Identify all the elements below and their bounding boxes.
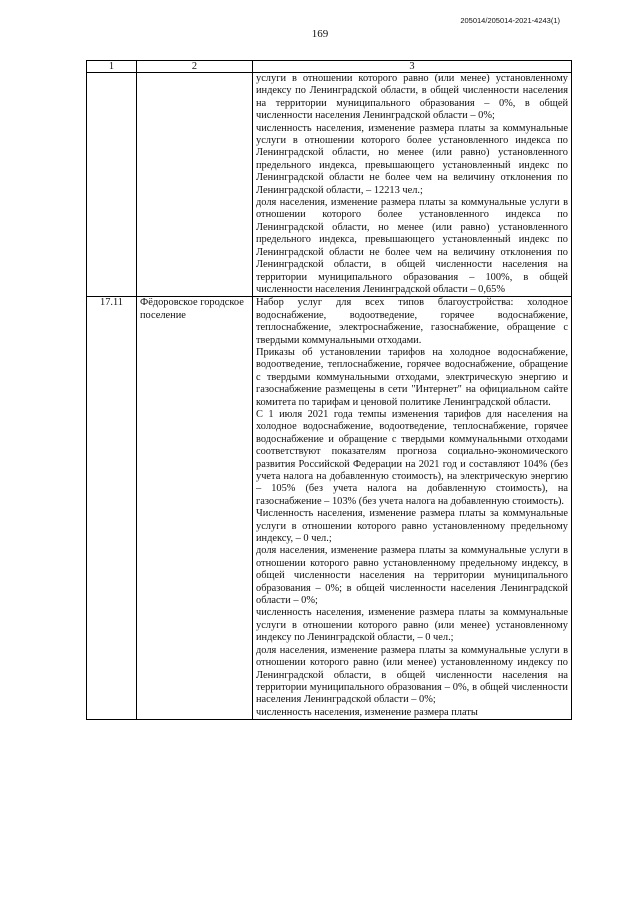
column-header-1: 1 bbox=[87, 61, 137, 73]
municipality-name-cell bbox=[137, 73, 253, 297]
table-row-17-11 bbox=[87, 297, 572, 720]
paragraph: доля населения, изменение размера платы за коммунальные услуги в отношении которого равно установленному предельному индексу, в общей численности населения на территории муниципального образования – 0%; в общей численности населения Ленинградской области – 0%; bbox=[256, 545, 568, 607]
row-number-cell: 17.11 bbox=[87, 297, 137, 720]
paragraph: численность населения, изменение размера платы за коммунальные услуги в отношении которого более установленного индекса по Ленинградской области, но менее (или равно) установленного предельного индекса, превышающего установленный индекс по Ленинградской области не более чем на величину отклонения по Ленинградской области, – 12213 чел.; bbox=[256, 122, 568, 196]
paragraph: Набор услуг для всех типов благоустройства: холодное водоснабжение, водоотведение, горячее водоснабжение, теплоснабжение, электроснабжение, газоснабжение, обращение с твердыми коммунальными отходами. bbox=[256, 297, 568, 346]
page-number: 169 bbox=[311, 28, 329, 40]
paragraph: С 1 июля 2021 года темпы изменения тарифов для населения на холодное водоснабжение, водоотведение, теплоснабжение, горячее водоснабжение и обращение с твердыми коммунальными отходами соответствуют показателям прогноза социально-экономического развития Российской Федерации на 2021 год и составляют 104% (без учета налога на добавленную стоимость), на электрическую энергию – 105% (без учета налога на добавленную стоимость), на газоснабжение – 103% (без учета налога на добавленную стоимость). bbox=[256, 408, 568, 507]
document-id: 205014/205014-2021-4243(1) bbox=[460, 16, 560, 25]
main-table bbox=[86, 60, 572, 720]
paragraph: Численность населения, изменение размера платы за коммунальные услуги в отношении которого равно установленному предельному индексу, – 0 чел.; bbox=[256, 508, 568, 545]
description-cell bbox=[253, 73, 572, 297]
paragraph: Приказы об установлении тарифов на холодное водоснабжение, водоотведение, теплоснабжение, горячее водоснабжение, обращение с твердыми коммунальными отходами, электрическую энергию и газоснабжение размещены в сети "Интернет" на официальном сайте комитета по тарифам и ценовой политике Ленинградской области. bbox=[256, 346, 568, 408]
paragraph: численность населения, изменение размера платы bbox=[256, 706, 478, 718]
paragraph: численность населения, изменение размера платы за коммунальные услуги в отношении которого равно (или менее) установленному индексу по Ленинградской области, – 0 чел.; bbox=[256, 607, 568, 644]
column-header-3: 3 bbox=[253, 61, 572, 73]
row-number-cell bbox=[87, 73, 137, 297]
municipality-name-cell: Фёдоровское городское поселение bbox=[137, 297, 253, 720]
table-row-continued bbox=[87, 73, 572, 297]
paragraph: доля населения, изменение размера платы за коммунальные услуги в отношении которого равно (или менее) установленному индексу по Ленинградской области, в общей численности населения на территории муниципального образования – 0%, в общей численности населения Ленинградской области – 0%; bbox=[256, 644, 568, 706]
paragraph: услуги в отношении которого равно (или менее) установленному индексу по Ленинградской области, в общей численности населения на территории муниципального образования – 0%, в общей численности населения Ленинградской области – 0%; bbox=[256, 73, 568, 122]
paragraph: доля населения, изменение размера платы за коммунальные услуги в отношении которого более установленного индекса по Ленинградской области, но менее (или равно) установленного предельного индекса, превышающего установленный индекс по Ленинградской области не более чем на величину отклонения по Ленинградской области, в общей численности населения на территории муниципального образования – 100%, в общей численности населения Ленинградской области – 0,65% bbox=[256, 197, 568, 295]
column-header-2: 2 bbox=[137, 61, 253, 73]
column-number-row bbox=[87, 61, 572, 73]
description-cell bbox=[253, 297, 572, 720]
